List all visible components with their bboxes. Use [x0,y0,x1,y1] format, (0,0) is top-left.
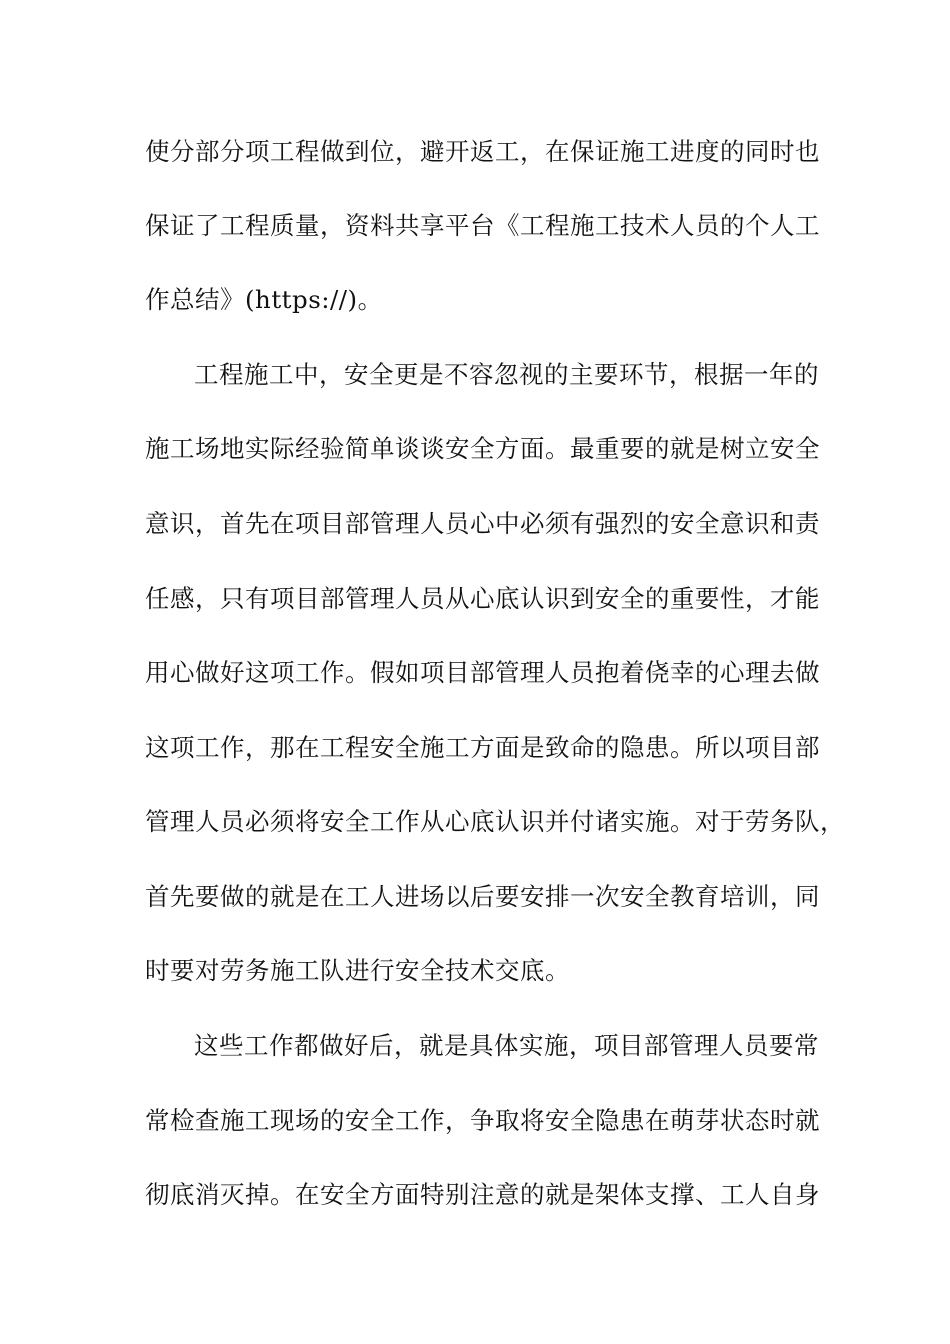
paragraph-start-line: 工程施工中，安全更是不容忽视的主要环节，根据一年的 [194,360,819,389]
text-line: 作总结》(https://)。 [145,285,383,314]
text-line: 首先要做的就是在工人进场以后要安排一次安全教育培训，同 [145,882,820,911]
text-line: 施工场地实际经验简单谈谈安全方面。最重要的就是树立安全 [145,434,820,463]
text-line: 这项工作，那在工程安全施工方面是致命的隐患。所以项目部 [145,733,820,762]
text-line: 彻底消灭掉。在安全方面特别注意的就是架体支撑、工人自身 [145,1180,820,1209]
text-line: 用心做好这项工作。假如项目部管理人员抱着侥幸的心理去做 [145,658,820,687]
text-line: 常检查施工现场的安全工作，争取将安全隐患在萌芽状态时就 [145,1106,820,1135]
text-line: 任感，只有项目部管理人员从心底认识到安全的重要性，才能 [145,584,820,613]
text-line: 意识，首先在项目部管理人员心中必须有强烈的安全意识和责 [145,509,820,538]
text-line: 使分部分项工程做到位，避开返工，在保证施工进度的同时也 [145,137,820,166]
text-line: 管理人员必须将安全工作从心底认识并付诸实施。对于劳务队， [145,807,845,836]
paragraph-start-line: 这些工作都做好后，就是具体实施，项目部管理人员要常 [194,1031,819,1060]
text-line: 时要对劳务施工队进行安全技术交底。 [145,956,570,985]
text-line: 保证了工程质量，资料共享平台《工程施工技术人员的个人工 [145,211,820,240]
